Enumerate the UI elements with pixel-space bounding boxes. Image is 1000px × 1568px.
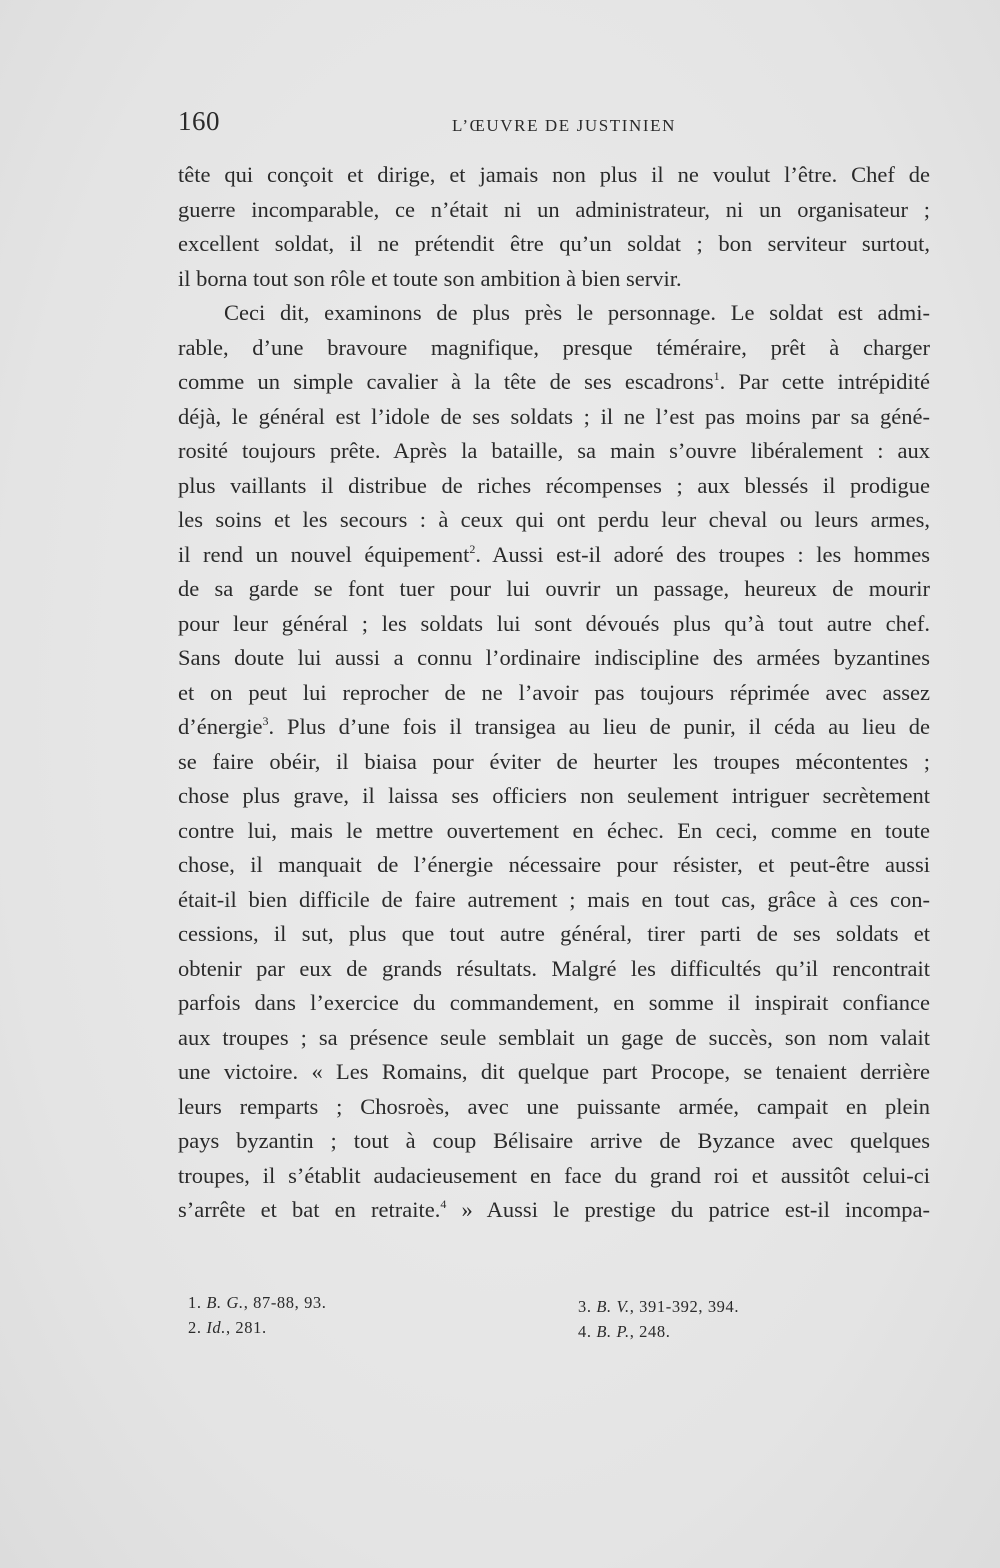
text-line-content: Sans doute lui aussi a connu l’ordinaire indiscipline des armées byzantines — [178, 645, 930, 670]
footnote-number: 3. — [578, 1297, 597, 1316]
body-text — [178, 158, 930, 1228]
text-line — [178, 848, 930, 883]
footnote — [188, 1290, 327, 1315]
text-line-content: chose plus grave, il laissa ses officiers non seulement intriguer secrètement — [178, 783, 930, 808]
footnote-pages: , 87-88, 93. — [243, 1293, 327, 1312]
running-head: L’ŒUVRE DE JUSTINIEN — [452, 116, 677, 135]
text-line — [178, 572, 930, 607]
text-line-content: de sa garde se font tuer pour lui ouvrir un passage, heureux de mourir — [178, 576, 930, 601]
footnotes-right — [578, 1294, 739, 1344]
text-line — [178, 1090, 930, 1125]
footnote-reference: B. G. — [206, 1293, 244, 1312]
text-line — [178, 814, 930, 849]
text-line-content: tête qui conçoit et dirige, et jamais non plus il ne voulut l’être. Chef de — [178, 162, 930, 187]
text-line-content: s’arrête et bat en retraite. — [178, 1197, 441, 1222]
footnote-number: 2. — [188, 1318, 207, 1337]
text-line-content: pays byzantin ; tout à coup Bélisaire arrive de Byzance avec quelques — [178, 1128, 930, 1153]
text-line-content: se faire obéir, il biaisa pour éviter de heurter les troupes mécontentes ; — [178, 748, 930, 774]
text-line-content: les soins et les secours : à ceux qui ont perdu leur cheval ou leurs armes, — [178, 507, 930, 532]
text-line — [178, 1021, 930, 1056]
footnote — [578, 1294, 739, 1319]
footnote-marker: 2 — [469, 541, 476, 556]
footnote-number: 4. — [578, 1322, 597, 1341]
text-line-content: rable, d’une bravoure magnifique, presque téméraire, prêt à charger — [178, 334, 930, 360]
text-line — [178, 883, 930, 918]
footnote-marker: 1 — [713, 369, 720, 383]
text-line-content: rosité toujours prête. Après la bataille, sa main s’ouvre libéralement : aux — [178, 438, 930, 463]
text-line — [178, 193, 930, 228]
text-line — [178, 434, 930, 469]
text-line-content: chose, il manquait de l’énergie nécessaire pour résister, et peut-être aussi — [178, 852, 930, 877]
text-line — [178, 607, 930, 642]
page-number: 160 — [178, 106, 220, 136]
footnote-reference: B. P. — [596, 1322, 630, 1341]
text-line — [178, 1055, 930, 1090]
text-line-content: excellent soldat, il ne prétendit être qu’un soldat ; bon serviteur surtout, — [178, 231, 930, 256]
text-line-content: une victoire. « Les Romains, dit quelque part Procope, se tenaient derrière — [178, 1059, 930, 1084]
text-line — [178, 400, 930, 435]
text-line-content: guerre incomparable, ce n’était ni un administrateur, ni un organisateur ; — [178, 196, 930, 222]
footnote-number: 1. — [188, 1293, 207, 1312]
text-line — [178, 745, 930, 780]
text-line — [178, 641, 930, 676]
text-line-content: plus vaillants il distribue de riches récompenses ; aux blessés il prodigue — [178, 472, 930, 498]
text-line — [178, 469, 930, 504]
text-line-content: contre lui, mais le mettre ouvertement en échec. En ceci, comme en toute — [178, 817, 930, 843]
text-line — [178, 538, 930, 573]
text-line-content: leurs remparts ; Chosroès, avec une puissante armée, campait en plein — [178, 1093, 930, 1119]
text-line-content: cessions, il sut, plus que tout autre général, tirer parti de ses soldats et — [178, 921, 930, 946]
text-line — [178, 1124, 930, 1159]
text-line — [178, 227, 930, 262]
text-line-content: . Par cette intrépidité — [719, 369, 930, 394]
text-line-content: troupes, il s’établit audacieusement en face du grand roi et aussitôt celui-ci — [178, 1162, 930, 1188]
text-line — [178, 365, 930, 400]
footnote-pages: , 391-392, 394. — [629, 1297, 740, 1316]
text-line — [178, 779, 930, 814]
text-line — [178, 331, 930, 366]
footnote-reference: B. V. — [596, 1297, 630, 1316]
text-line — [178, 710, 930, 745]
text-line-content: pour leur général ; les soldats lui sont dévoués plus qu’à tout autre chef. — [178, 610, 930, 636]
footnotes-left — [188, 1290, 327, 1340]
text-line — [178, 296, 930, 331]
text-line — [178, 952, 930, 987]
footnote-marker: 3 — [262, 714, 269, 728]
text-line-content: obtenir par eux de grands résultats. Malgré les difficultés qu’il rencontrait — [178, 955, 930, 981]
text-line-content: il borna tout son rôle et toute son ambition à bien servir. — [178, 265, 682, 291]
text-line — [178, 986, 930, 1021]
text-line-content: il rend un nouvel équipement — [178, 541, 470, 567]
footnote-reference: Id. — [206, 1318, 226, 1337]
footnote — [188, 1315, 327, 1340]
footnote-pages: , 248. — [629, 1322, 671, 1341]
text-line — [178, 917, 930, 952]
text-line — [178, 158, 930, 193]
text-line — [178, 1193, 930, 1228]
text-line-content: » Aussi le prestige du patrice est-il incompa- — [446, 1197, 930, 1222]
text-line-content: déjà, le général est l’idole de ses soldats ; il ne l’est pas moins par sa géné- — [178, 403, 930, 429]
text-line-content: comme un simple cavalier à la tête de ses escadrons — [178, 369, 714, 394]
text-line-content: . Plus d’une fois il transigea au lieu de punir, il céda au lieu de — [268, 714, 930, 739]
text-line — [178, 676, 930, 711]
text-line — [178, 503, 930, 538]
text-line-content: Ceci dit, examinons de plus près le personnage. Le soldat est admi- — [224, 300, 930, 325]
footnote-pages: , 281. — [225, 1318, 267, 1337]
text-line-content: était-il bien difficile de faire autrement ; mais en tout cas, grâce à ces con- — [178, 886, 930, 912]
text-line-content: d’énergie — [178, 714, 263, 739]
footnote-marker: 4 — [440, 1197, 447, 1211]
text-line-content: aux troupes ; sa présence seule semblait un gage de succès, son nom valait — [178, 1024, 930, 1050]
footnote — [578, 1319, 739, 1344]
text-line-content: parfois dans l’exercice du commandement, en somme il inspirait confiance — [178, 990, 930, 1015]
text-line-content: . Aussi est-il adoré des troupes : les hommes — [475, 541, 930, 567]
text-line-content: et on peut lui reprocher de ne l’avoir pas toujours réprimée avec assez — [178, 679, 930, 705]
text-line — [178, 262, 930, 297]
text-line — [178, 1159, 930, 1194]
